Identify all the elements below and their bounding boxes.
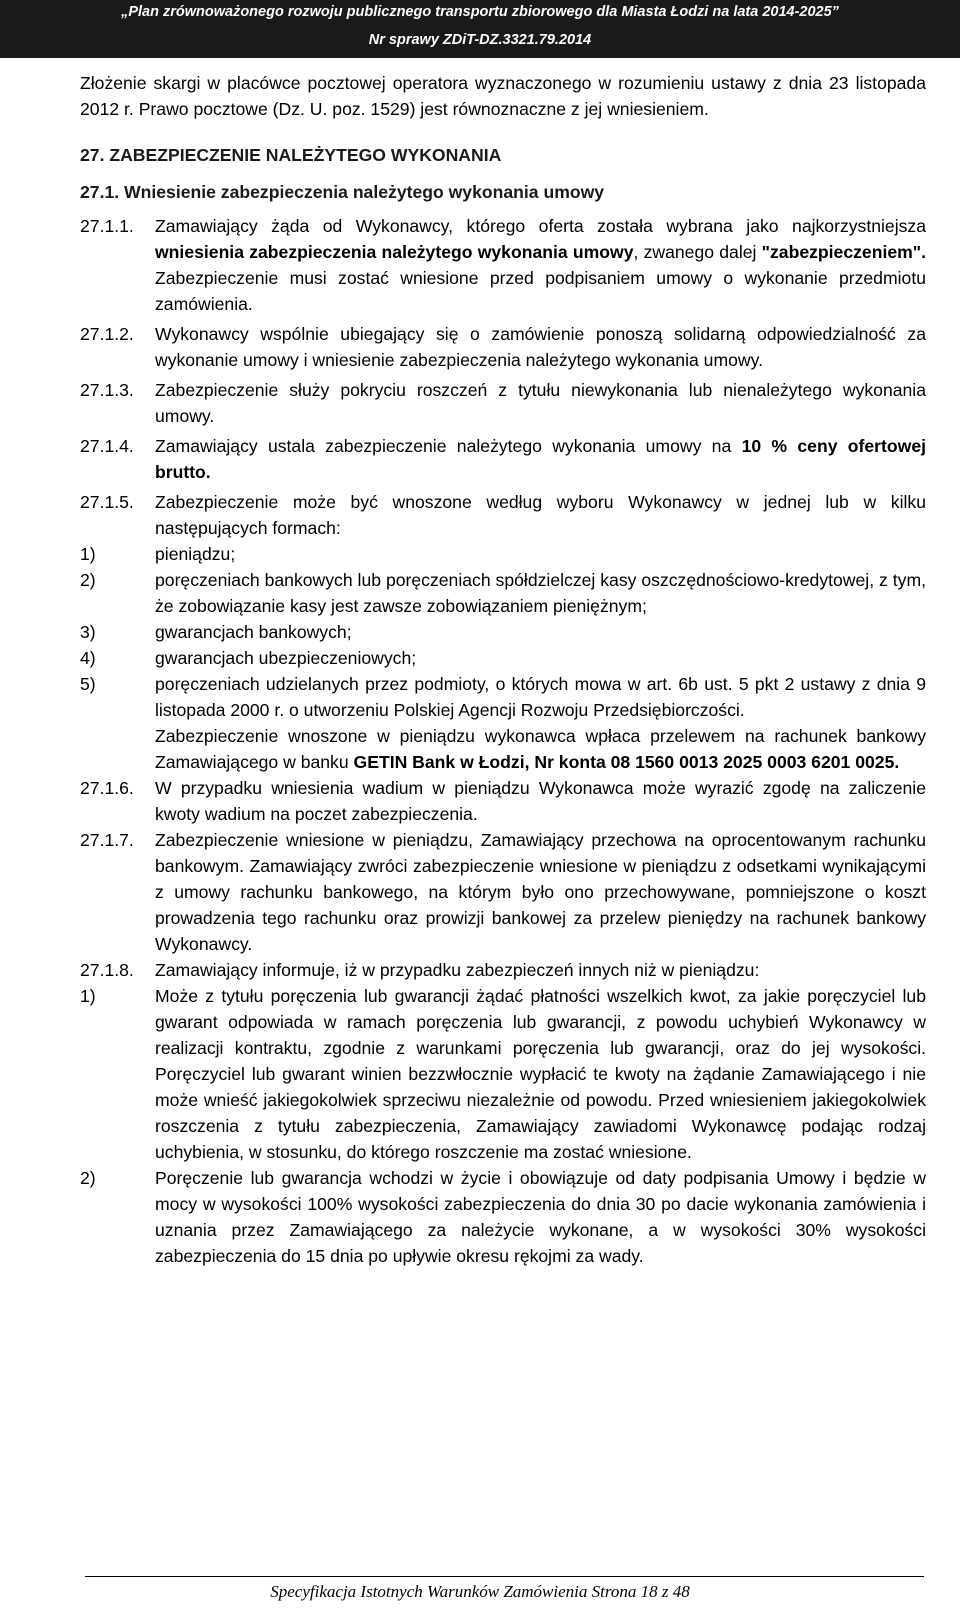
item-number: 27.1.4. (80, 436, 134, 456)
intro-paragraph: Złożenie skargi w placówce pocztowej operatora wyznaczonego w rozumieniu ustawy z dnia 23 listopada 2012 r. Prawo pocztowe (Dz. U. poz. 1529) jest równoznaczne z jej wniesieniem. (80, 73, 926, 119)
list-item: 1) Może z tytułu poręczenia lub gwarancji żądać płatności wszelkich kwot, za jakie poręczyciel lub gwarant odpowiada w ramach poręczenia lub gwarancji, z powodu uchybień Wykonawcy w realizacji kontraktu, zgodnie z warunkami poręczenia lub gwarancji, oraz do jej wysokości. Poręczyciel lub gwarant winien bezzwłocznie wypłacić te kwoty na żądanie Zamawiającego i nie może wnieść jakiegokolwiek sprzeciwu niezależnie od powodu. Przed wniesieniem jakiegokolwiek roszczenia z tytułu zabezpieczenia, Zamawiający zawiadomi Wykonawcę podając rodzaj uchybienia, w stosunku, do którego roszczenie ma zostać wniesione. (80, 986, 926, 1162)
item-text: Zabezpieczenie służy pokryciu roszczeń z tytułu niewykonania lub nienależytego wykonania umowy. (155, 380, 926, 426)
page-header (0, 0, 960, 58)
item-text: Zabezpieczenie wniesione w pieniądzu, Zamawiający przechowa na oprocentowanym rachunku bankowym. Zamawiający zwróci zabezpieczenie wniesione w pieniądzu z odsetkami wynikającymi z umowy rachunku bankowego, na którym było ono przechowywane, pomniejszone o koszt prowadzenia tego rachunku oraz prowizji bankowej za przelew pieniędzy na rachunek bankowy Wykonawcy. (155, 830, 926, 954)
item-27-1-1 (80, 213, 926, 317)
section-27-heading: 27. ZABEZPIECZENIE NALEŻYTEGO WYKONANIA (80, 145, 502, 165)
item-number: 27.1.6. (80, 778, 134, 798)
document-body (80, 70, 926, 1269)
item-text: Wykonawcy wspólnie ubiegający się o zamówienie ponoszą solidarną odpowiedzialność za wykonanie umowy i wniesienie zabezpieczenia należytego wykonania umowy. (155, 324, 926, 370)
item-text: Zamawiający informuje, iż w przypadku zabezpieczeń innych niż w pieniądzu: (155, 960, 760, 980)
item-text: Zamawiający żąda od Wykonawcy, którego oferta została wybrana jako najkorzystniejsza wniesienia zabezpieczenia należytego wykonania umowy, zwanego dalej "zabezpieczeniem". Zabezpieczenie musi zostać wniesione przed podpisaniem umowy o wykonanie przedmiotu zamówienia. (155, 216, 926, 314)
footer-text: Specyfikacja Istotnych Warunków Zamówienia Strona 18 z 48 (270, 1582, 690, 1601)
section-27-1-heading: 27.1. Wniesienie zabezpieczenia należytego wykonania umowy (80, 182, 605, 202)
item-number: 27.1.7. (80, 830, 134, 850)
list-item: 3) gwarancjach bankowych; (80, 622, 352, 642)
item-text: W przypadku wniesienia wadium w pieniądzu Wykonawca może wyrazić zgodę na zaliczenie kwoty wadium na poczet zabezpieczenia. (155, 778, 926, 824)
item-27-1-8 (80, 957, 926, 983)
item-27-1-3 (80, 377, 926, 429)
list-item: 1) pieniądzu; (80, 544, 236, 564)
bank-account-paragraph: Zabezpieczenie wnoszone w pieniądzu wykonawca wpłaca przelewem na rachunek bankowy Zamawiającego w banku GETIN Bank w Łodzi, Nr konta 08 1560 0013 2025 0003 6201 0025. (155, 726, 926, 772)
list-item: 5) poręczeniach udzielanych przez podmioty, o których mowa w art. 6b ust. 5 pkt 2 ustawy z dnia 9 listopada 2000 r. o utworzeniu Polskiej Agencji Rozwoju Przedsiębiorczości. (80, 674, 926, 720)
item-27-1-4 (80, 433, 926, 485)
page-footer (0, 1576, 960, 1606)
item-number: 27.1.8. (80, 960, 134, 980)
item-number: 27.1.5. (80, 492, 134, 512)
item-number: 27.1.1. (80, 216, 134, 236)
item-27-1-5 (80, 489, 926, 541)
footer-rule (85, 1576, 924, 1577)
item-27-1-6 (80, 775, 926, 827)
item-number: 27.1.2. (80, 324, 134, 344)
header-title: „Plan zrównoważonego rozwoju publicznego transportu zbiorowego dla Miasta Łodzi na lata 2014-2025” (121, 4, 839, 20)
item-number: 27.1.3. (80, 380, 134, 400)
item-27-1-2 (80, 321, 926, 373)
item-27-1-7 (80, 827, 926, 957)
item-text: Zabezpieczenie może być wnoszone według wyboru Wykonawcy w jednej lub w kilku następujących formach: (155, 492, 926, 538)
header-case-number: Nr sprawy ZDiT-DZ.3321.79.2014 (368, 32, 592, 48)
list-item: 4) gwarancjach ubezpieczeniowych; (80, 648, 417, 668)
list-item: 2) poręczeniach bankowych lub poręczeniach spółdzielczej kasy oszczędnościowo-kredytowej, z tym, że zobowiązanie kasy jest zawsze zobowiązaniem pieniężnym; (80, 570, 926, 616)
item-text: Zamawiający ustala zabezpieczenie należytego wykonania umowy na 10 % ceny ofertowej brutto. (155, 436, 926, 482)
list-item: 2) Poręczenie lub gwarancja wchodzi w życie i obowiązuje od daty podpisania Umowy i będzie w mocy w wysokości 100% wysokości zabezpieczenia do dnia 30 po dacie wykonania zamówienia i uznania przez Zamawiającego za należycie wykonane, a w wysokości 30% wysokości zabezpieczenia do 15 dnia po upływie okresu rękojmi za wady. (80, 1168, 926, 1266)
